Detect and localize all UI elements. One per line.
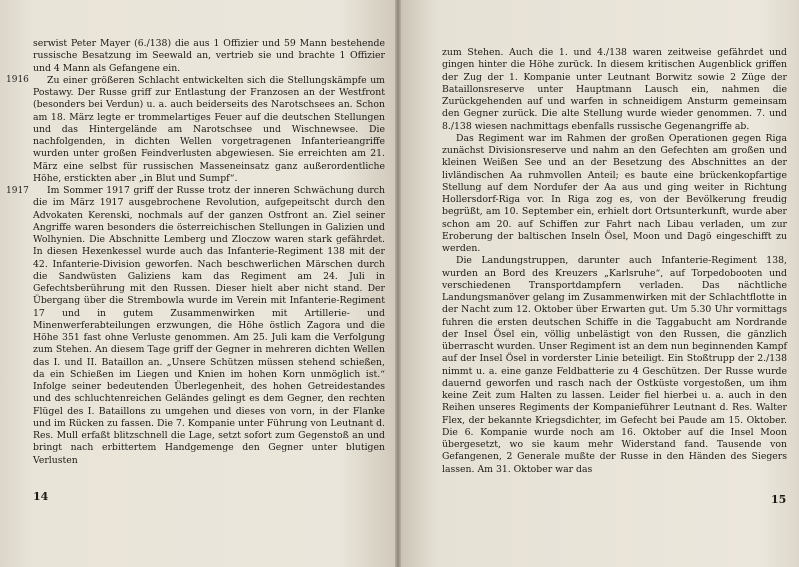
left-page-body [33, 38, 385, 467]
paragraph: Im Sommer 1917 griff der Russe trotz der inneren Schwächung durch die im März 1917 ausgebrochene Revolution, aufgepeitscht durch den Advokaten Kerenski, nochmals auf der ganzen Ostfront an. Ziel seiner Angriffe waren besonders die österreichischen Stellungen in Galizien und Wolhynien. Die Abschnitte Lemberg und Zloczow waren stark gefährdet. In diesen Hexenkessel wurde auch das Infanterie-Regiment 138 mit der 42. Infanterie-Division geworfen. Nach beschwerlichen Märschen durch die Sandwüsten Galiziens kam das Regiment am 24. Juli in Gefechtsberührung mit den Russen. Dieser hielt aber nicht stand. Der Übergang über die Strembowla wurde im Verein mit Infanterie-Regiment 17 und in gutem Zusammenwirken mit Artillerie- und Minenwerferabteilungen erzwungen, die Höhe östlich Zagora und die Höhe 351 fast ohne Verluste genommen. Am 25. Juli kam die Verfolgung zum Stehen. An diesem Tage griff der Gegner in mehreren dichten Wellen das I. und II. Bataillon an. „Unsere Schützen müssen stehend schießen, da ein Schießen im Liegen und Knien im hohen Korn unmöglich ist.“ Infolge seiner bedeutenden Überlegenheit, des hohen Getreidestandes und des schluchtenreichen Geländes gelingt es dem Gegner, den rechten Flügel des I. Bataillons zu umgehen und dieses von vorn, in der Flanke und im Rücken zu fassen. Die 7. Kompanie unter Führung von Leutnant d. Res. Mull erfaßt blitzschnell die Lage, setzt sofort zum Gegenstoß an und bringt nach erbittertem Handgemenge den Gegner unter blutigen Verlusten [33, 185, 385, 466]
left-page [0, 0, 398, 567]
page-number-left: 14 [33, 490, 49, 503]
paragraph: Das Regiment war im Rahmen der großen Operationen gegen Riga zunächst Divisionsreserve und nahm an den Gefechten am großen und kleinen Weißen See und an der Besetzung des Abschnittes an der livländischen Aa ruhmvollen Anteil; es baute eine brückenkopfartige Stellung auf dem Nordufer der Aa aus und ging weiter in Richtung Hollersdorf-Riga vor. In Riga zog es, von der Bevölkerung freudig begrüßt, am 10. September ein, erhielt dort Ortsunterkunft, wurde aber schon am 20. auf Schiffen zur Fahrt nach Libau verladen, um zur Eroberung der baltischen Inseln Ösel, Moon und Dagö eingeschifft zu werden. [442, 132, 787, 254]
paragraph: Zu einer größeren Schlacht entwickelten sich die Stellungskämpfe um Postawy. Der Russe griff zur Entlastung der Franzosen an der Westfront (besonders bei Verdun) u. a. auch beiderseits des Narotschsees an. Schon am 18. März legte er trommelartiges Feuer auf die deutschen Stellungen und das Hintergelände am Narotschsee und Wischnewsee. Die nachfolgenden, in dichten Wellen vorgetragenen Infanterieangriffe wurden unter großen Feindverlusten abgewiesen. Sie erreichten am 21. März eine selbst für russischen Masseneinsatz ganz außerordentliche Höhe, erstickten aber „in Blut und Sumpf“. [33, 74, 385, 184]
book-gutter [395, 0, 401, 567]
right-page-body [442, 47, 787, 476]
page-number-right: 15 [771, 493, 787, 506]
margin-year-1916: 1916 [6, 75, 29, 85]
paragraph: serwist Peter Mayer (6./138) die aus 1 Offizier und 59 Mann bestehende russische Besatzung im Seewald an, vertrieb sie und brachte 1 Offizier und 4 Mann als Gefangene ein. [33, 38, 385, 74]
margin-year-1917: 1917 [6, 186, 29, 196]
paragraph: zum Stehen. Auch die 1. und 4./138 waren zeitweise gefährdet und gingen hinter die Höhe zurück. In diesem kritischen Augenblick griffen der Zug der 1. Kompanie unter Leutnant Borwitz sowie 2 Züge der Bataillonsreserve unter Hauptmann Lausch ein, nahmen die Zurückgehenden auf und warfen in schneidigem Ansturm gemeinsam den Gegner zurück. Die alte Stellung wurde wieder genommen. 7. und 8./138 wiesen nachmittags ebenfalls russische Gegenangriffe ab. [442, 47, 787, 132]
right-page [398, 0, 799, 567]
paragraph: Die Landungstruppen, darunter auch Infanterie-Regiment 138, wurden an Bord des Kreuzers „Karlsruhe“, auf Torpedobooten und verschiedenen Transportdampfern verladen. Das nächtliche Landungsmanöver gelang im Zusammenwirken mit der Schlachtflotte in der Nacht zum 12. Oktober über Erwarten gut. Um 5.30 Uhr vormittags fuhren die ersten deutschen Schiffe in die Taggabucht am Nordrande der Insel Ösel ein, völlig unbelästigt von den Russen, die gänzlich überrascht wurden. Unser Regiment ist an dem nun beginnenden Kampf auf der Insel Ösel in vorderster Linie beteiligt. Ein Stoßtrupp der 2./138 nimmt u. a. eine ganze Feldbatterie zu 4 Geschützen. Der Russe wurde dauernd geworfen und rasch nach der Ostküste vorgestoßen, um ihm keine Zeit zum Halten zu lassen. Leider fiel hierbei u. a. auch in den Reihen unseres Regiments der Kompanieführer Leutnant d. Res. Walter Flex, der bekannte Kriegsdichter, im Gefecht bei Paude am 15. Oktober. Die 6. Kompanie wurde noch am 16. Oktober auf die Insel Moon übergesetzt, wo sie kaum mehr Widerstand fand. Tausende von Gefangenen, 2 Generale mußte der Russe in den Händen des Siegers lassen. Am 31. Oktober war das [442, 255, 787, 475]
